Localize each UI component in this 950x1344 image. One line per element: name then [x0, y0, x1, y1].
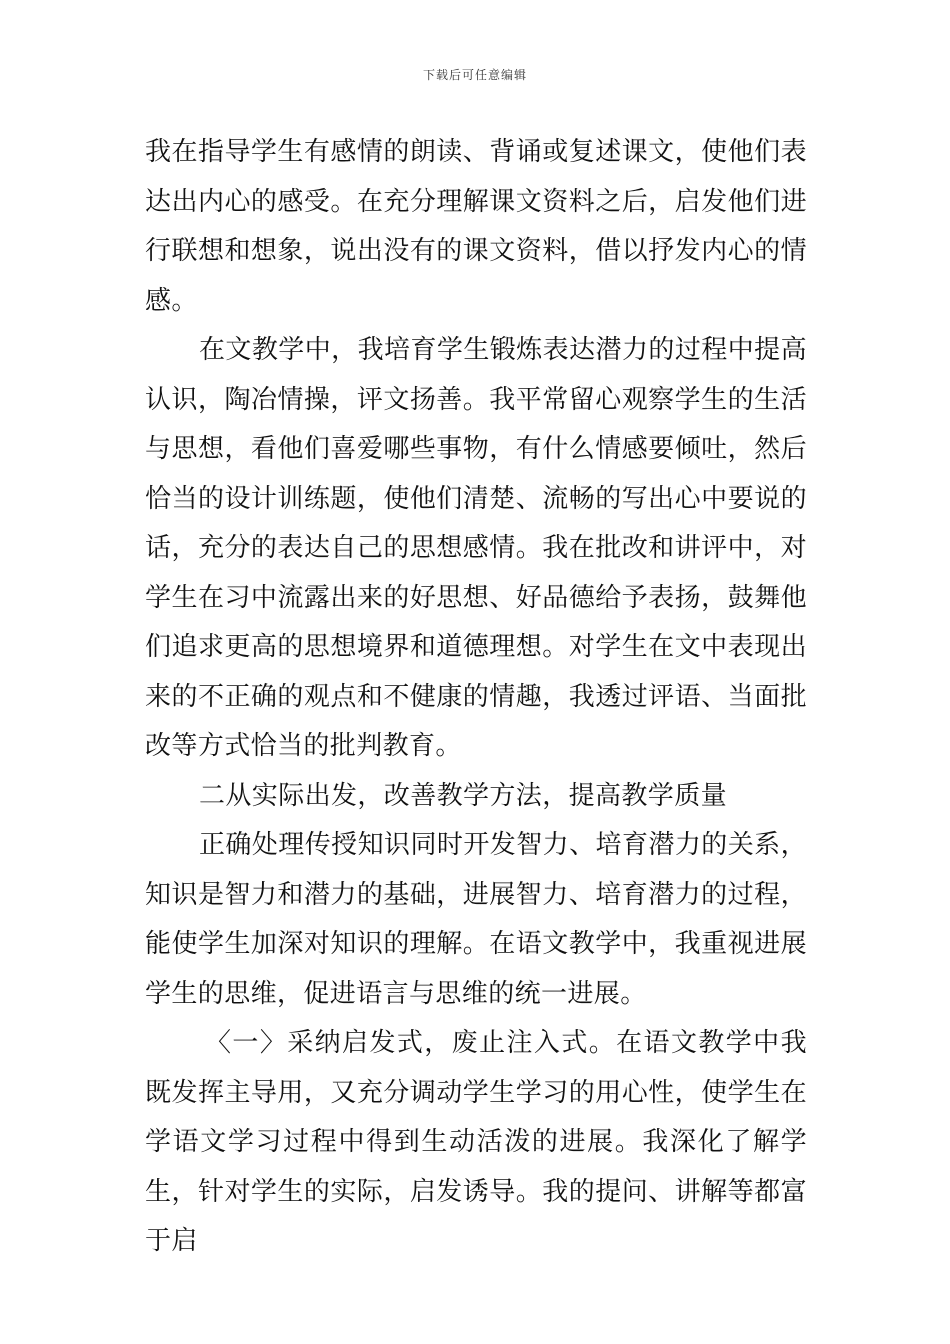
paragraph: 在文教学中，我培育学生锻炼表达潜力的过程中提高认识，陶冶情操，评文扬善。我平常留心观察学生的生活与思想，看他们喜爱哪些事物，有什么情感要倾吐，然后恰当的设计训练题，使他们清楚、流畅的写出心中要说的话，充分的表达自己的思想感情。我在批改和讲评中，对学生在习中流露出来的好思想、好品德给予表扬，鼓舞他们追求更高的思想境界和道德理想。对学生在文中表现出来的不正确的观点和不健康的情趣，我透过评语、当面批改等方式恰当的批判教育。	[145, 335, 807, 761]
paragraph: 正确处理传授知识同时开发智力、培育潜力的关系，知识是智力和潜力的基础，进展智力、培育潜力的过程，能使学生加深对知识的理解。在语文教学中，我重视进展学生的思维，促进语言与思维的统一进展。	[145, 830, 807, 1009]
header-note: 下载后可任意编辑	[422, 68, 527, 82]
body-text	[145, 128, 807, 1267]
paragraph: 我在指导学生有感情的朗读、背诵或复述课文，使他们表达出内心的感受。在充分理解课文资料之后，启发他们进行联想和想象，说出没有的课文资料，借以抒发内心的情感。	[145, 137, 807, 316]
section-heading: 二从实际出发，改善教学方法，提高教学质量	[199, 780, 728, 811]
paragraph: 〈一〉采纳启发式，废止注入式。在语文教学中我既发挥主导用，又充分调动学生学习的用心性，使学生在学语文学习过程中得到生动活泼的进展。我深化了解学生，针对学生的实际，启发诱导。我的提问、讲解等都富于启	[145, 1028, 807, 1256]
